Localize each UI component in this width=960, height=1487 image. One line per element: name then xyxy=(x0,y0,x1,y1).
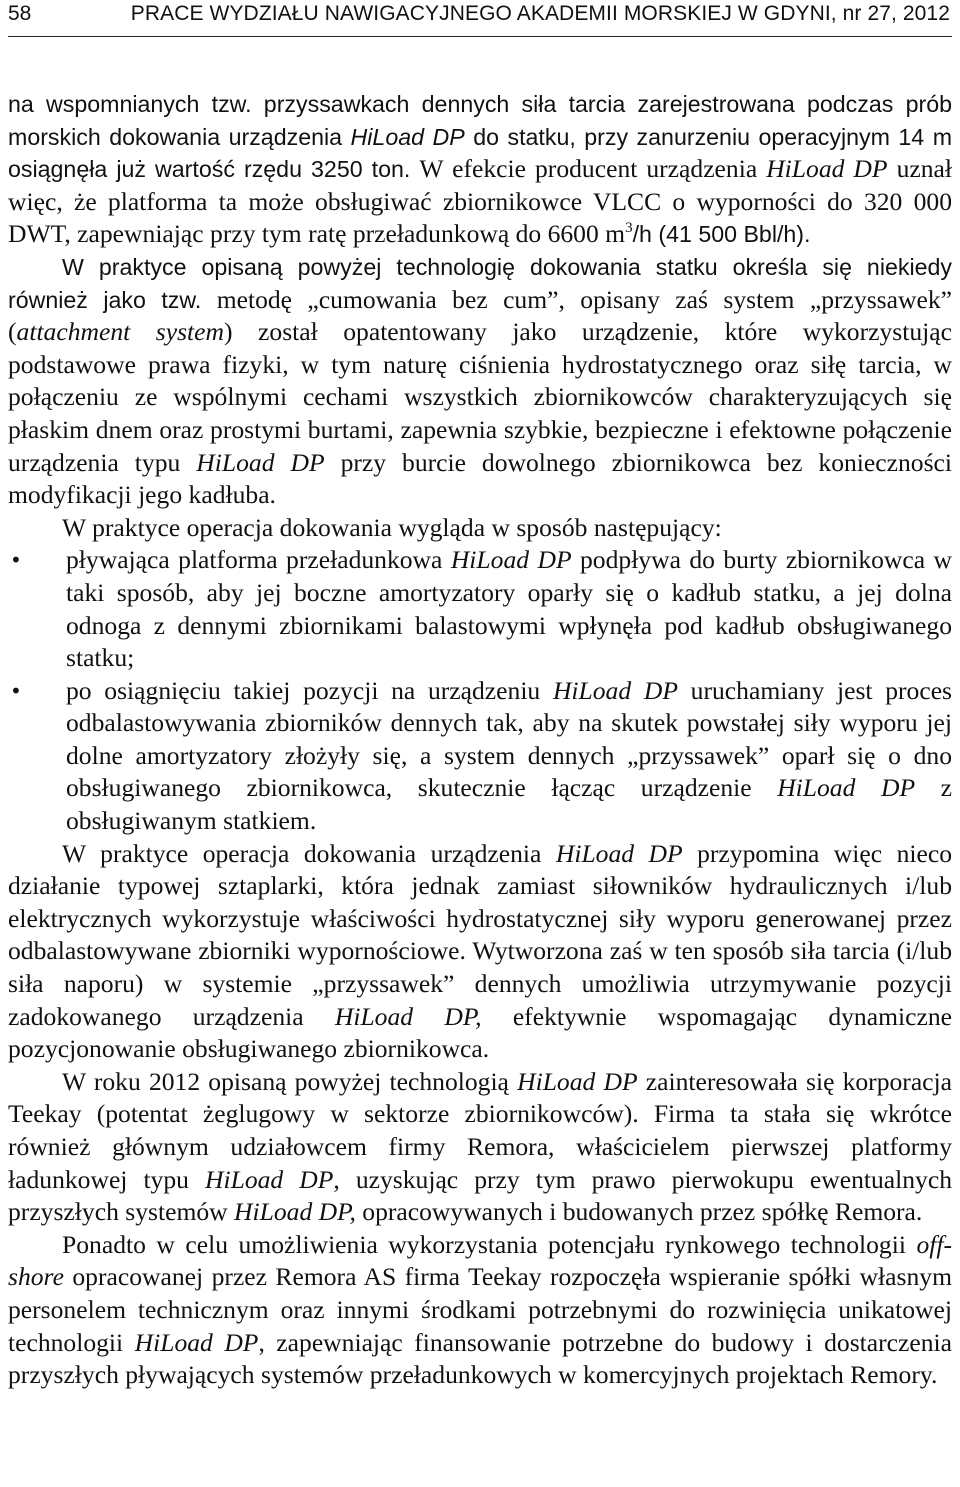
paragraph-1: na wspomnianych tzw. przyssawkach dennych siła tarcia zarejestrowana podczas prób morskich dokowania urządzenia HiLoad DP do statku, przy zanurzeniu operacyjnym 14 m osiągnęła już wartość rzędu 3250 ton. W efekcie producent urządzenia HiLoad DP uznał więc, że platforma ta może obsługiwać zbiornikowce VLCC o wyporności do 320 000 DWT, zapewniając przy tym ratę przeładunkową do 6600 $m^3/h$ (41 500 Bbl/h). xyxy=(8,91,953,249)
paragraph-4: W praktyce operacja dokowania urządzenia HiLoad DP przypomina więc nieco działanie typowej sztaplarki, która jednak zamiast siłowników hydraulicznych i/lub elektrycznych wykorzystuje właściwości hydrostatycznej siły wyporu generowanej przez odbalastowywane zbiorniki wypornościowe. Wytworzona zaś w ten sposób siła tarcia (i/lub siła naporu) w systemie „przyssawek” dennych umożliwia utrzymywanie pozycji zadokowanego urządzenia HiLoad DP, efektywnie wspomagając dynamiczne pozycjonowanie obsługiwanego zbiornikowca. xyxy=(8,838,953,1064)
paragraph-5: W roku 2012 opisaną powyżej technologią HiLoad DP zainteresowała się korporacja Teekay (potentat żeglugowy w sektorze zbiornikowców). Firma ta stała się wkrótce również głównym udziałowcem firmy Remora, właścicielem pierwszej platformy ładunkowej typu HiLoad DP, uzyskując przy tym prawo pierwokupu ewentualnych przyszłych systemów HiLoad DP, opracowywanych i budowanych przez spółkę Remora. xyxy=(8,1066,953,1227)
article-body xyxy=(8,88,952,1392)
page-number: 58 xyxy=(8,2,32,25)
bullet-item-2: • po osiągnięciu takiej pozycji na urządzeniu HiLoad DP uruchamiany jest proces odbalastowywania zbiorników dennych tak, aby na skutek powstałej siły wyporu jej dolne amortyzatory złożyły się, a system dennych „przyssawek” oparł się o dno obsługiwanego zbiornikowca, skutecznie łącząc urządzenie HiLoad DP z obsługiwanym statkiem. xyxy=(10,675,953,836)
journal-title: PRACE WYDZIAŁU NAWIGACYJNEGO AKADEMII MORSKIEJ W GDYNI, nr 27, 2012 xyxy=(130,2,950,25)
bullet-dot-icon: • xyxy=(10,678,22,703)
paragraph-3: W praktyce operacja dokowania wygląda w sposób następujący: xyxy=(62,512,722,542)
bullet-item-1: • pływająca platforma przeładunkowa HiLoad DP podpływa do burty zbiornikowca w taki sposób, aby jej boczne amortyzatory oparły się o kadłub statku, a jej dolna odnoga z dennymi zbiornikami balastowymi wpłynęła pod kadłub obsługiwanego statku; xyxy=(10,545,953,673)
paragraph-6: Ponadto w celu umożliwienia wykorzystania potencjału rynkowego technologii off-shore opracowanej przez Remora AS firma Teekay rozpoczęła wspieranie spółki własnym personelem technicznym oraz innymi środkami potrzebnymi do rozwinięcia unikatowej technologii HiLoad DP, zapewniając finansowanie potrzebne do budowy i dostarczenia przyszłych pływających systemów przeładunkowych w komercyjnych projektach Remory. xyxy=(8,1229,953,1390)
bullet-dot-icon: • xyxy=(10,548,22,573)
paragraph-2: W praktyce opisaną powyżej technologię dokowania statku określa się niekiedy również jako tzw. metodę „cumowania bez cum”, opisany zaś system „przyssawek” (attachment system) został opatentowany jako urządzenie, które wykorzystując podstawowe prawa fizyki, w tym naturę ciśnienia hydrostatycznego oraz siłę tarcia, w połączeniu ze wspólnymi cechami wszystkich zbiornikowców charakteryzujących się płaskim dnem oraz prostymi burtami, zapewnia szybkie, bezpieczne i efektowne połączenie urządzenia typu HiLoad DP przy burcie dowolnego zbiornikowca bez konieczności modyfikacji jego kadłuba. xyxy=(8,253,953,510)
running-header xyxy=(8,0,952,37)
bullet-list xyxy=(8,544,952,837)
